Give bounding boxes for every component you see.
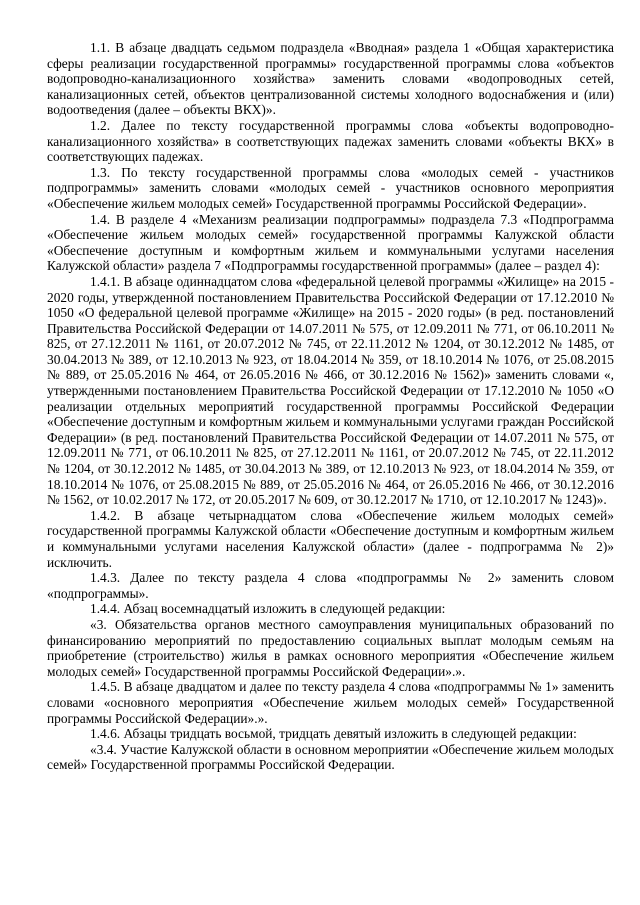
- paragraph-quote-3-4: «3.4. Участие Калужской области в основном мероприятии «Обеспечение жильем молодых семей» Государственной программы Российской Федерации.: [47, 741, 614, 773]
- paragraph-1-4-5: 1.4.5. В абзаце двадцатом и далее по тексту раздела 4 слова «подпрограммы № 1» заменить словами «основного мероприятия «Обеспечение жильем молодых семей» Государственной программы Российской Федерации».».: [47, 679, 614, 726]
- paragraph-1-2: 1.2. Далее по тексту государственной программы слова «объекты водопроводно-канализационного хозяйства» в соответствующих падежах заменить словами «объекты ВКХ» в соответствующих падежах.: [47, 117, 614, 165]
- paragraph-quote-3: «3. Обязательства органов местного самоуправления муниципальных образований по финансированию мероприятий по предоставлению социальных выплат молодым семьям на приобретение (строительство) жилья в рамках основного мероприятия «Обеспечение жильем молодых семей» Государственной программы Российской Федерации».».: [47, 616, 614, 679]
- paragraph-1-3: 1.3. По тексту государственной программы слова «молодых семей - участников подпрограммы» заменить словами «молодых семей - участников основного мероприятия «Обеспечение жильем молодых семей» Государственной программы Российской Федерации».: [47, 164, 614, 211]
- document-page: [47, 40, 614, 773]
- paragraph-1-4-6: 1.4.6. Абзацы тридцать восьмой, тридцать девятый изложить в следующей редакции:: [90, 726, 577, 742]
- paragraph-1-4-1: 1.4.1. В абзаце одиннадцатом слова «федеральной целевой программы «Жилище» на 2015 - 2020 годы, утвержденной постановлением Правительства Российской Федерации от 17.12.2010 № 1050 «О федеральной целевой программе «Жилище» на 2015 - 2020 годы» (в ред. постановлений Правительства Российской Федерации от 14.07.2011 № 575, от 12.09.2011 № 771, от 06.10.2011 № 825, от 27.12.2011 № 1161, от 20.07.2012 № 745, от 22.11.2012 № 1204, от 30.12.2012 № 1485, от 30.04.2013 № 389, от 12.10.2013 № 923, от 18.04.2014 № 359, от 18.10.2014 № 1076, от 25.08.2015 № 889, от 25.05.2016 № 464, от 26.05.2016 № 466, от 30.12.2016 № 1562)» заменить словами «, утвержденными постановлением Правительства Российской Федерации от 17.12.2010 № 1050 «О реализации отдельных мероприятий государственной программы Российской Федерации «Обеспечение доступным и комфортным жильем и коммунальными услугами граждан Российской Федерации» (в ред. постановлений Правительства Российской Федерации от 14.07.2011 № 575, от 12.09.2011 № 771, от 06.10.2011 № 825, от 27.12.2011 № 1161, от 20.07.2012 № 745, от 22.11.2012 № 1204, от 30.12.2012 № 1485, от 30.04.2013 № 389, от 12.10.2013 № 923, от 18.04.2014 № 359, от 18.10.2014 № 1076, от 25.08.2015 № 889, от 25.05.2016 № 464, от 26.05.2016 № 466, от 30.12.2016 № 1562, от 10.02.2017 № 172, от 20.05.2017 № 609, от 30.12.2017 № 1710, от 12.10.2017 № 1243)».: [47, 273, 614, 508]
- paragraph-1-4-2: 1.4.2. В абзаце четырнадцатом слова «Обеспечение жильем молодых семей» государственной программы Калужской области «Обеспечение доступным и комфортным жильем и коммунальными услугами населения Калужской области» (далее - подпрограмма № 2)» исключить.: [47, 507, 614, 570]
- paragraph-1-4: 1.4. В разделе 4 «Механизм реализации подпрограммы» подраздела 7.3 «Подпрограмма «Обеспечение жильем молодых семей» государственной программы Калужской области «Обеспечение доступным и комфортным жильем и коммунальными услугами населения Калужской области» раздела 7 «Подпрограммы государственной программы» (далее – раздел 4):: [47, 211, 614, 274]
- paragraph-1-1: 1.1. В абзаце двадцать седьмом подраздела «Вводная» раздела 1 «Общая характеристика сферы реализации государственной программы» государственной программы слова «объектов водопроводно-канализационного хозяйства» заменить словами «водопроводных сетей, канализационных сетей, объектов централизованной системы холодного водоснабжения и (или) водоотведения (далее – объекты ВКХ)».: [47, 40, 614, 118]
- paragraph-1-4-4: 1.4.4. Абзац восемнадцатый изложить в следующей редакции:: [90, 601, 446, 617]
- paragraph-1-4-3: 1.4.3. Далее по тексту раздела 4 слова «подпрограммы № 2» заменить словом «подпрограммы».: [47, 570, 614, 601]
